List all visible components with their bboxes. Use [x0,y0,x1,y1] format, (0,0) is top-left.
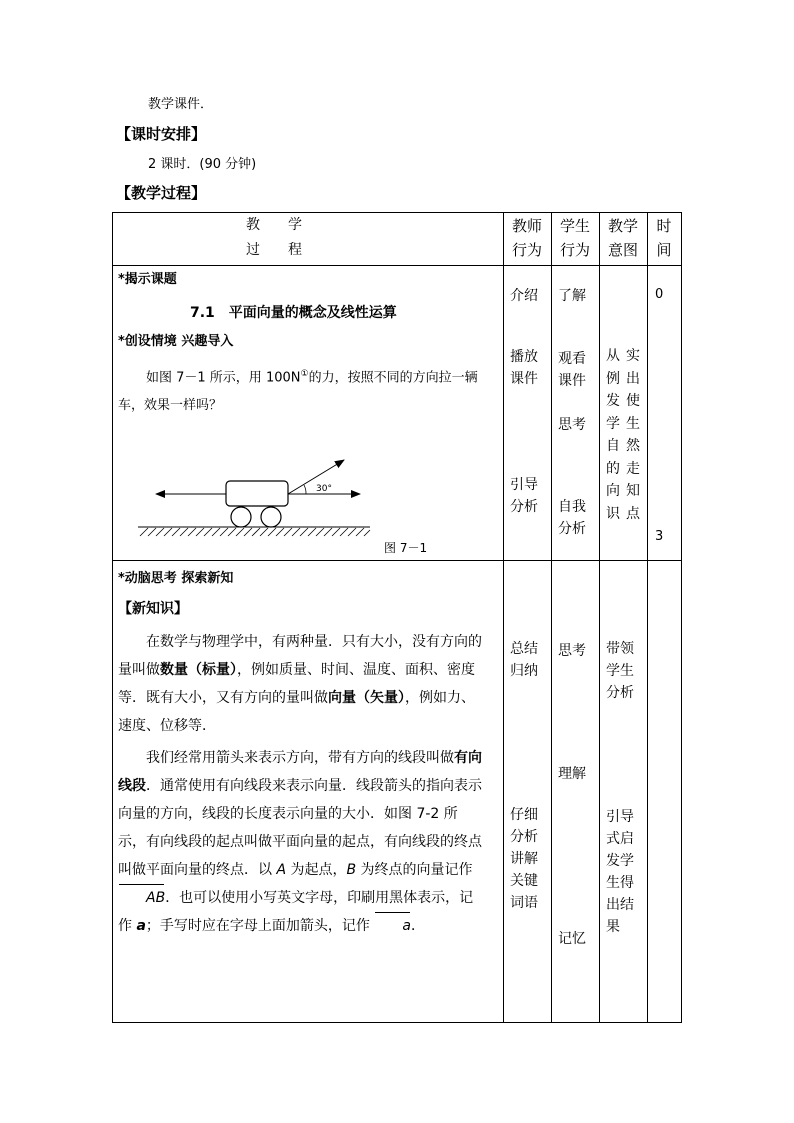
header-teacher: 教师行为 [511,217,542,259]
schedule-text: 2 课时．(90 分钟) [148,157,257,172]
scenario-paragraph: 如图 7－1 所示，用 100N①的力，按照不同的方向拉一辆车，效果一样吗？ [118,369,478,414]
intent-row1: 从实例出发使学生自然的走向知识点 [606,348,646,522]
teacher-explain: 仔细分析讲解关键词语 [510,807,538,911]
student-analyze: 自我分析 [558,499,586,537]
new-knowledge-heading: 【新知识】 [118,601,188,617]
header-process-line1: 教 学 [246,217,302,233]
time-start: 0 [655,287,664,302]
header-student: 学生行为 [559,217,590,259]
vector-a-handwritten: a [374,912,411,940]
teacher-play: 播放课件 [510,349,538,387]
student-think-2: 思考 [558,643,586,659]
figure-caption: 图 7－1 [384,541,428,555]
schedule-heading: 【课时安排】 [116,125,207,143]
process-heading: 【教学过程】 [116,184,207,202]
intent-heuristic: 引导式启发学生得出结果 [606,809,634,935]
teacher-guide: 引导分析 [510,477,538,515]
teacher-intro: 介绍 [510,288,538,304]
paragraph-quantities: 在数学与物理学中，有两种量．只有大小，没有方向的量叫做数量（标量），例如质量、时间、温度、面积、密度等．既有大小，又有方向的量叫做向量（矢量），例如力、速度、位移等． [118,634,482,734]
vector-ab: AB [118,884,165,912]
time-duration: 3 [655,529,664,544]
header-time: 时间 [656,217,672,259]
intent-lead-analysis: 带领学生分析 [606,641,634,701]
header-intent: 教学意图 [607,217,638,259]
student-understand: 了解 [558,288,586,304]
teacher-summarize: 总结归纳 [510,641,538,679]
student-think: 思考 [558,417,586,433]
paragraph-directed-segment: 我们经常用箭头来表示方向，带有方向的线段叫做有向线段．通常使用有向线段来表示向量．线段箭头的指向表示向量的方向，线段的长度表示向量的大小．如图 7-2 所示，有向线段的起点叫做平面向量的起点，有向线段的终点叫做平面向量的终点．以 A 为起点，B 为终点的向量记作 AB．也可以使用小写英文字母，印刷用黑体表示，记作 a；手写时应在字母上面加箭头，记作 a． [118,744,484,940]
student-comprehend: 理解 [558,766,586,782]
lesson-title: 7.1 平面向量的概念及线性运算 [190,305,397,321]
student-watch: 观看课件 [558,351,586,389]
reveal-topic: *揭示课题 [118,272,177,287]
figure-cart [130,450,410,545]
header-process-line2: 过 程 [246,242,302,258]
explore-heading: *动脑思考 探索新知 [118,571,234,586]
angle-label: 30° [316,484,332,494]
scenario-heading: *创设情境 兴趣导入 [118,334,234,349]
resources-line: 教学课件． [148,97,214,112]
student-memorize: 记忆 [558,931,586,947]
